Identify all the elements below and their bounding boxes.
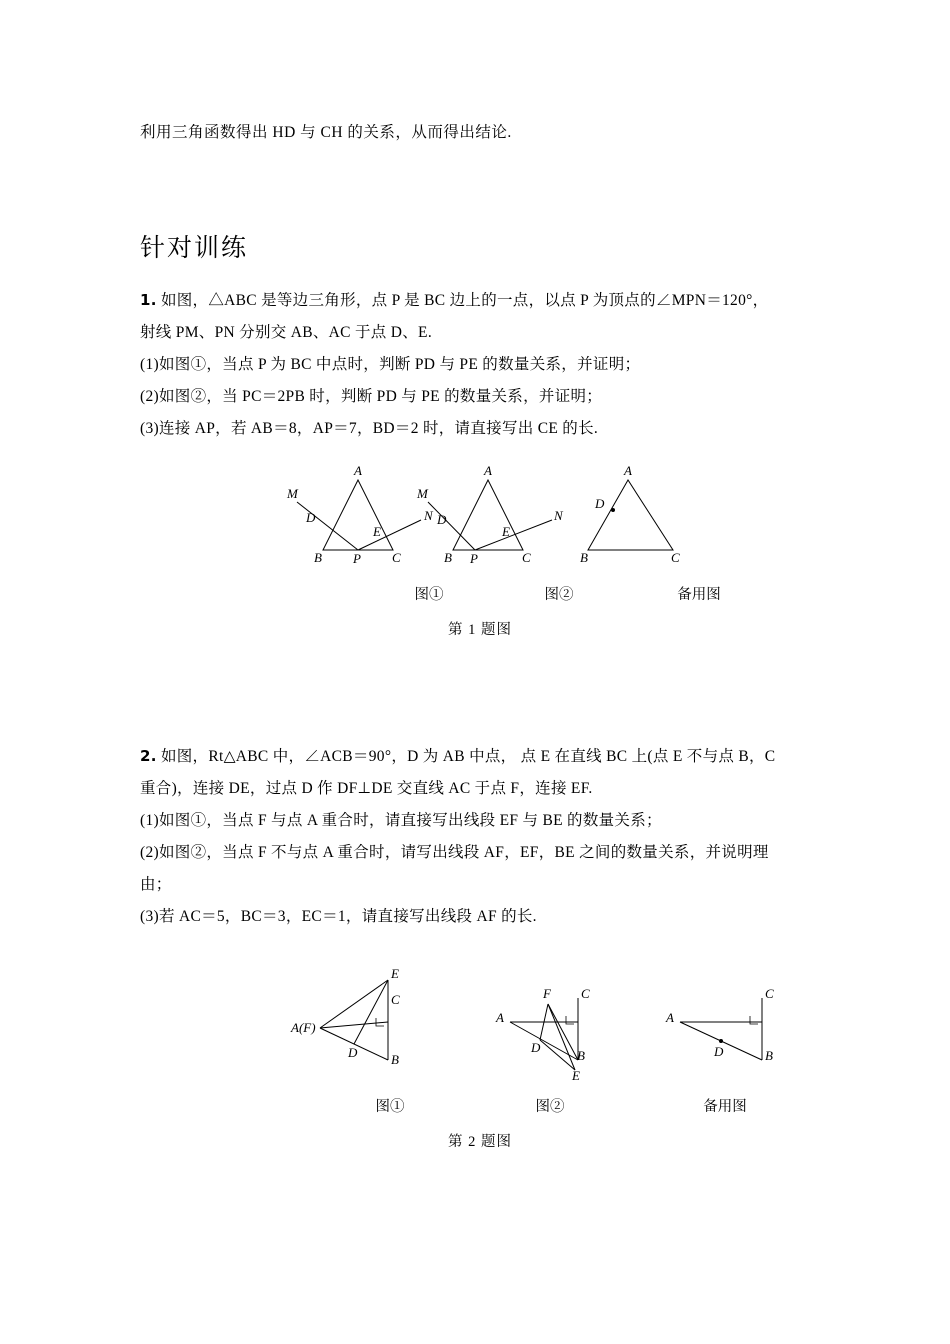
question-1-line-4: (3)连接 AP，若 AB＝8，AP＝7，BD＝2 时，请直接写出 CE 的长.: [140, 420, 599, 437]
svg-text:D: D: [595, 496, 605, 511]
svg-text:D: D: [306, 510, 316, 525]
question-1-fig-label-2: 备用图: [677, 587, 721, 603]
figure-1-diagram-1: [286, 463, 434, 566]
question-2-figures: [140, 960, 830, 1151]
question-1-line-3: (2)如图②，当 PC＝2PB 时，判断 PD 与 PE 的数量关系，并证明；: [140, 388, 603, 405]
question-2-diagram-3: [665, 986, 774, 1063]
svg-text:C: C: [671, 550, 680, 565]
question-2-line-3: (2)如图②，当点 F 不与点 A 重合时，请写出线段 AF，EF，BE 之间的数量关系，并说明理: [140, 844, 769, 861]
question-2-fig-label-0: 图①: [375, 1099, 405, 1115]
svg-text:A: A: [484, 463, 492, 478]
question-1-number: 1.: [140, 291, 157, 309]
question-1-figure-svg: [140, 458, 830, 578]
svg-text:M: M: [417, 486, 428, 501]
intro-paragraph: [140, 120, 830, 142]
question-1-fig-label-0: 图①: [414, 587, 444, 603]
question-1-figure-caption: 第 1 题图: [448, 622, 512, 638]
question-1: [140, 284, 830, 445]
svg-text:N: N: [424, 508, 433, 523]
svg-text:D: D: [714, 1044, 724, 1059]
question-1-line-1: 射线 PM、PN 分别交 AB、AC 于点 D、E.: [140, 324, 432, 341]
svg-text:E: E: [373, 524, 381, 539]
question-2-figure-svg: [140, 960, 830, 1090]
svg-text:B: B: [314, 550, 322, 565]
question-2-fig-label-1: 图②: [535, 1099, 565, 1115]
question-2-fig-label-2: 备用图: [703, 1099, 747, 1115]
svg-text:A: A: [496, 1010, 504, 1025]
question-2-figure-labels: [140, 1095, 830, 1116]
svg-text:P: P: [353, 551, 361, 566]
svg-text:P: P: [470, 551, 478, 566]
question-1-figures: [140, 458, 830, 639]
question-2-line-5: (3)若 AC＝5，BC＝3，EC＝1，请直接写出线段 AF 的长.: [140, 908, 537, 925]
question-1-fig-label-1: 图②: [544, 587, 574, 603]
question-1-line-0: [140, 284, 830, 317]
svg-text:C: C: [391, 992, 400, 1007]
question-2-diagram-2: [495, 986, 590, 1083]
svg-text:B: B: [577, 1048, 585, 1063]
question-2-line-0: [140, 740, 830, 773]
svg-text:B: B: [444, 550, 452, 565]
question-2-diagram-1: [290, 966, 400, 1067]
svg-text:B: B: [391, 1052, 399, 1067]
svg-text:E: E: [502, 524, 510, 539]
svg-text:E: E: [572, 1068, 580, 1083]
question-2: [140, 740, 830, 933]
svg-text:C: C: [392, 550, 401, 565]
question-1-diagram-3: [580, 463, 680, 565]
question-2-line-4: 由；: [140, 876, 172, 893]
svg-text:A: A: [354, 463, 362, 478]
svg-text:A(F): A(F): [291, 1020, 316, 1035]
question-1-figure-labels: [140, 583, 830, 604]
svg-text:A: A: [624, 463, 632, 478]
svg-text:C: C: [765, 986, 774, 1001]
question-2-text-0: 如图，Rt△ABC 中，∠ACB＝90°，D 为 AB 中点， 点 E 在直线 BC 上(点 E 不与点 B，C: [160, 748, 776, 765]
svg-text:A: A: [666, 1010, 674, 1025]
svg-text:F: F: [543, 986, 551, 1001]
question-1-diagram-2: [416, 463, 564, 566]
svg-text:D: D: [531, 1040, 541, 1055]
svg-text:B: B: [765, 1048, 773, 1063]
question-2-line-2: (1)如图①，当点 F 与点 A 重合时，请直接写出线段 EF 与 BE 的数量关系；: [140, 812, 662, 829]
svg-text:C: C: [581, 986, 590, 1001]
svg-text:C: C: [522, 550, 531, 565]
section-title: 针对训练: [140, 233, 249, 262]
svg-text:B: B: [580, 550, 588, 565]
question-1-text-0: 如图，△ABC 是等边三角形，点 P 是 BC 边上的一点，以点 P 为顶点的∠MPN＝120°，: [160, 292, 769, 309]
svg-text:M: M: [287, 486, 298, 501]
svg-text:D: D: [437, 512, 447, 527]
question-2-figure-caption: 第 2 题图: [448, 1134, 512, 1150]
svg-text:N: N: [554, 508, 563, 523]
question-1-line-2: (1)如图①，当点 P 为 BC 中点时，判断 PD 与 PE 的数量关系，并证明；: [140, 356, 641, 373]
question-2-line-1: 重合)，连接 DE，过点 D 作 DF⊥DE 交直线 AC 于点 F，连接 EF.: [140, 780, 593, 797]
svg-text:D: D: [348, 1045, 358, 1060]
svg-text:E: E: [391, 966, 399, 981]
question-2-number: 2.: [140, 747, 157, 765]
intro-text: 利用三角函数得出 HD 与 CH 的关系，从而得出结论.: [140, 124, 512, 141]
